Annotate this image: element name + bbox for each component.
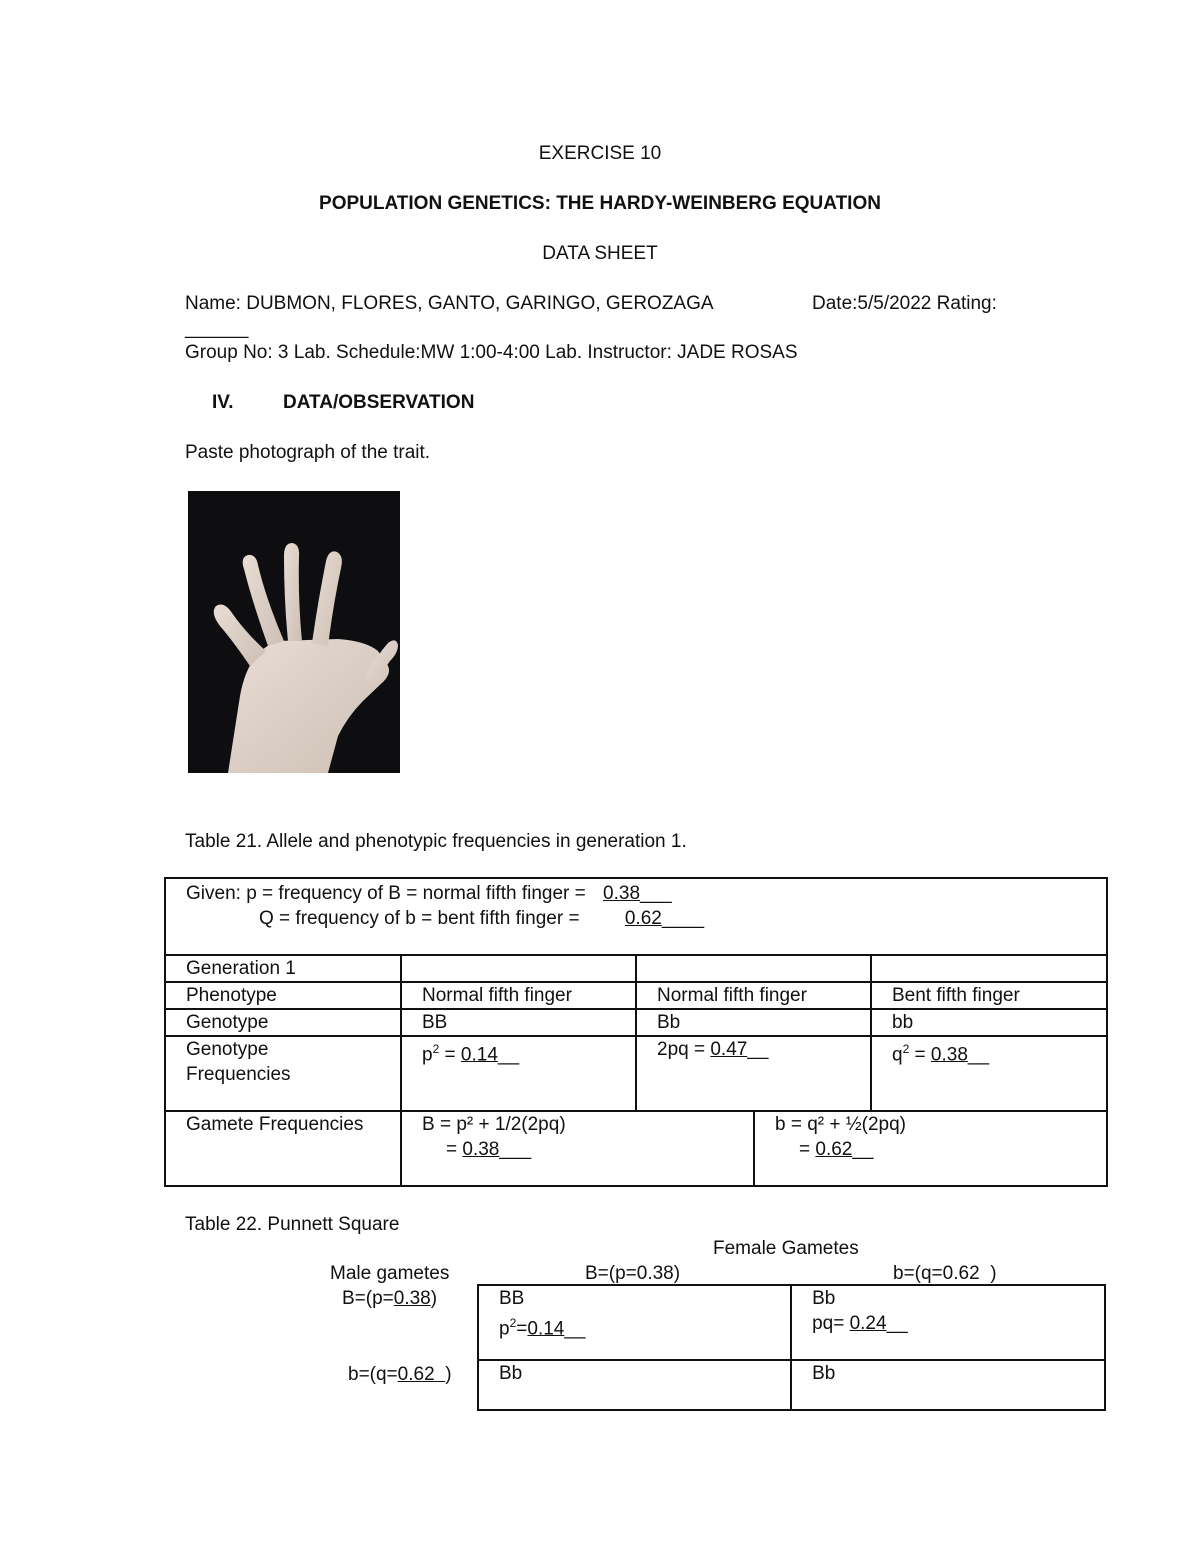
gamete-B-cell: B = p² + 1/2(2pq) = 0.38___ (401, 1111, 754, 1186)
male-B-header: B=(p=0.38) (342, 1288, 438, 1309)
table22-caption: Table 22. Punnett Square (185, 1214, 400, 1235)
genotype-label: Genotype (165, 1009, 401, 1036)
given-cell (165, 878, 1107, 955)
gamete-frequency-row (165, 1111, 1107, 1186)
phenotype-label: Phenotype (165, 982, 401, 1009)
phenotype-BB: Normal fifth finger (401, 982, 636, 1009)
exercise-number: EXERCISE 10 (538, 143, 662, 164)
section-number: IV. (212, 392, 234, 413)
given-q-value: 0.62 (624, 908, 662, 929)
genotype-Bb: Bb (636, 1009, 871, 1036)
gamete-b-value: 0.62 (815, 1139, 853, 1160)
phenotype-row (165, 982, 1107, 1009)
gamete-B-formula: B = p² + 1/2(2pq) (422, 1114, 566, 1135)
hand-illustration (188, 491, 400, 773)
paste-instruction: Paste photograph of the trait. (185, 442, 431, 463)
gamete-b-cell: b = q² + ½(2pq) = 0.62__ (754, 1111, 1107, 1186)
punnett-cell-bB: Bb (478, 1360, 791, 1410)
phenotype-Bb: Normal fifth finger (636, 982, 871, 1009)
section-title: DATA/OBSERVATION (283, 392, 475, 413)
punnett-cell-BB: BB $p^2=0.14\_\_$ (478, 1285, 791, 1360)
female-gametes-label: Female Gametes (713, 1238, 859, 1259)
hand-photograph (188, 491, 400, 773)
genotype-bb: bb (871, 1009, 1107, 1036)
genotype-frequency-label: Genotype Frequencies (165, 1036, 401, 1111)
genotype-BB: BB (401, 1009, 636, 1036)
generation-label: Generation 1 (165, 955, 401, 982)
group-line: Group No: 3 Lab. Schedule:MW 1:00-4:00 Lab. Instructor: JADE ROSAS (185, 342, 798, 363)
frequency-BB: $p^2$ = 0.14__ (401, 1036, 636, 1111)
given-p-blank: ___ (640, 883, 672, 904)
given-q-blank: ____ (661, 908, 705, 929)
date-rating: Date:5/5/2022 Rating: (812, 293, 997, 314)
data-sheet-label: DATA SHEET (542, 243, 658, 264)
gamete-B-value: 0.38 (462, 1139, 500, 1160)
female-b-header: b=(q=0.62 ) (893, 1263, 997, 1284)
frequency-Bb: 2pq = 0.47__ (636, 1036, 871, 1111)
given-p-value: 0.38 (603, 883, 641, 904)
name-line: Name: DUBMON, FLORES, GANTO, GARINGO, GEROZAGA (185, 293, 714, 314)
table21 (164, 877, 1108, 1187)
punnett-row-B (478, 1285, 1105, 1360)
given-q-label: Q = frequency of b = bent fifth finger = (259, 908, 580, 929)
genotype-row (165, 1009, 1107, 1036)
document-title: POPULATION GENETICS: THE HARDY-WEINBERG EQUATION (319, 193, 881, 214)
rating-blank: ______ (185, 318, 249, 339)
table21-caption: Table 21. Allele and phenotypic frequencies in generation 1. (185, 831, 687, 852)
punnett-cell-Bb: Bb pq= 0.24__ (791, 1285, 1105, 1360)
male-b-header: b=(q=0.62 ) (348, 1364, 452, 1385)
gamete-b-formula: b = q² + ½(2pq) (775, 1114, 906, 1135)
phenotype-bb: Bent fifth finger (871, 982, 1107, 1009)
punnett-row-b (478, 1360, 1105, 1410)
genotype-frequency-row (165, 1036, 1107, 1111)
female-B-header: B=(p=0.38) (585, 1263, 681, 1284)
frequency-bb: $q^2$ = 0.38__ (871, 1036, 1107, 1111)
generation-row (165, 955, 1107, 982)
given-row (165, 878, 1107, 955)
punnett-square (477, 1284, 1106, 1411)
punnett-cell-bb: Bb (791, 1360, 1105, 1410)
gamete-frequency-label: Gamete Frequencies (165, 1111, 401, 1186)
male-gametes-label: Male gametes (330, 1263, 450, 1284)
given-p-label: Given: p = frequency of B = normal fifth finger = (186, 883, 586, 904)
